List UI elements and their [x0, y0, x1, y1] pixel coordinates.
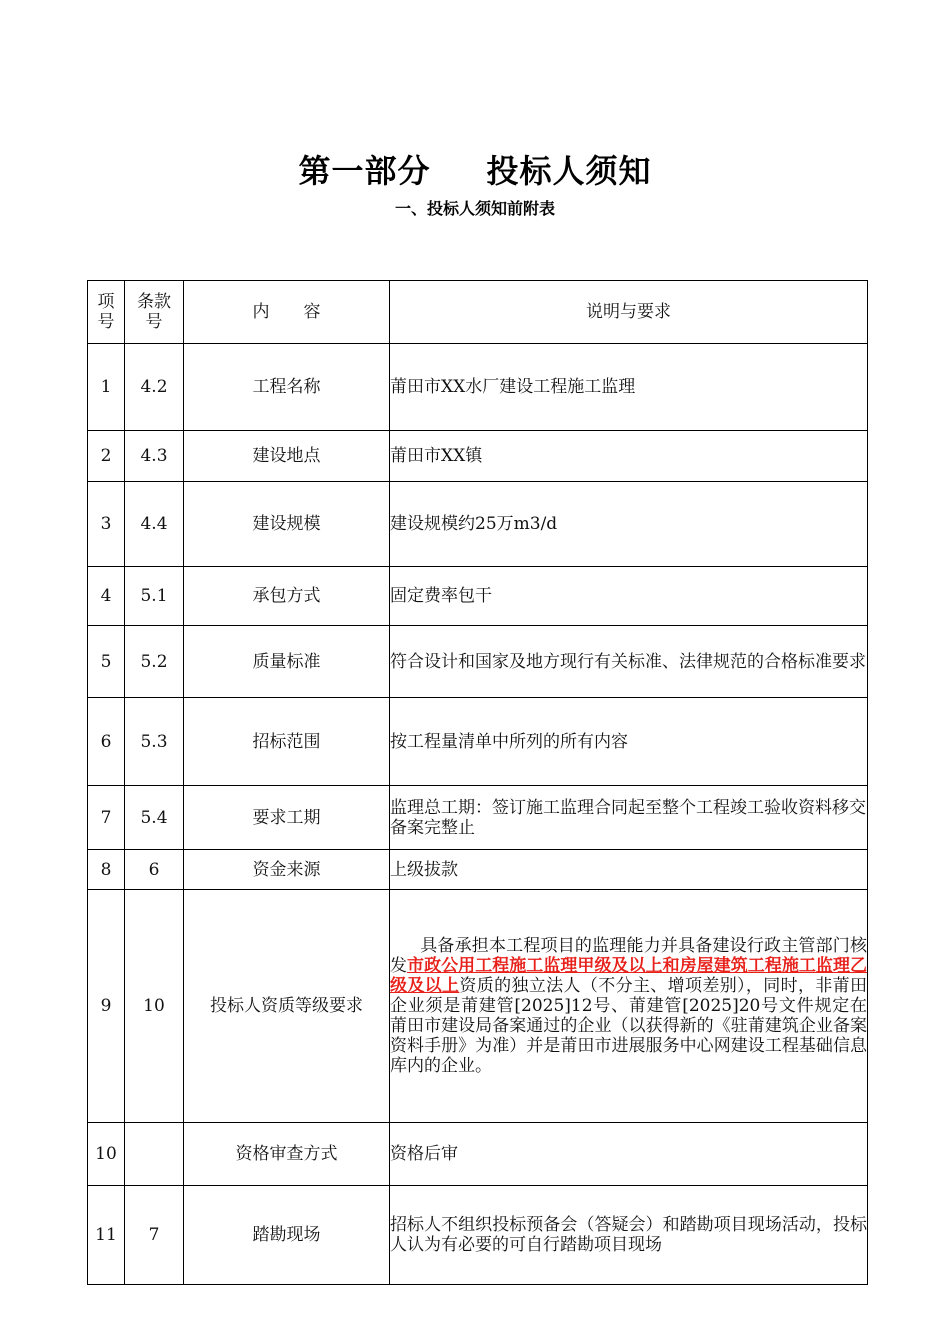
row-description: 上级拔款 — [390, 850, 868, 890]
row-description: 固定费率包干 — [390, 567, 868, 626]
row-description: 符合设计和国家及地方现行有关标准、法律规范的合格标准要求 — [390, 626, 868, 698]
row-clause: 5.4 — [125, 786, 184, 850]
row-clause: 7 — [125, 1186, 184, 1285]
table-row — [88, 1186, 868, 1285]
row-no: 4 — [88, 567, 125, 626]
qualification-highlight: 市政公用工程施工监理甲级及以上和房屋建筑工程施工监理乙级及以上 — [390, 956, 868, 996]
row-clause: 6 — [125, 850, 184, 890]
row-clause: 4.2 — [125, 344, 184, 431]
header-description: 说明与要求 — [390, 281, 868, 344]
table-row — [88, 1123, 868, 1186]
qualification-text-pre: 具备承担本工程项目的监理能力并具备建设行政主管部门核发 — [390, 936, 867, 976]
header-item-no-line1: 项 — [97, 292, 115, 312]
row-clause: 5.3 — [125, 698, 184, 786]
title-name: 投标人须知 — [486, 152, 652, 190]
row-no: 10 — [88, 1123, 125, 1186]
row-clause: 4.4 — [125, 482, 184, 567]
row-content: 承包方式 — [184, 567, 390, 626]
table-row — [88, 482, 868, 567]
row-no: 3 — [88, 482, 125, 567]
row-content: 建设规模 — [184, 482, 390, 567]
title-part: 第一部分 — [298, 152, 431, 190]
row-clause: 5.1 — [125, 567, 184, 626]
table-row — [88, 567, 868, 626]
header-item-no — [88, 281, 125, 344]
row-description: 招标人不组织投标预备会（答疑会）和踏勘项目现场活动，投标人认为有必要的可自行踏勘项目现场 — [390, 1186, 868, 1285]
row-no: 11 — [88, 1186, 125, 1285]
row-description: 莆田市XX镇 — [390, 431, 868, 482]
row-clause — [125, 1123, 184, 1186]
header-item-no-line2: 号 — [97, 312, 115, 332]
row-content: 招标范围 — [184, 698, 390, 786]
row-no: 1 — [88, 344, 125, 431]
row-description: 监理总工期：签订施工监理合同起至整个工程竣工验收资料移交备案完整止 — [390, 786, 868, 850]
row-content: 资格审查方式 — [184, 1123, 390, 1186]
row-content: 投标人资质等级要求 — [184, 890, 390, 1123]
row-description: 资格后审 — [390, 1123, 868, 1186]
row-clause: 5.2 — [125, 626, 184, 698]
row-no: 2 — [88, 431, 125, 482]
table-row — [88, 344, 868, 431]
table-row — [88, 698, 868, 786]
row-clause: 4.3 — [125, 431, 184, 482]
row-description: 建设规模约25万m3/d — [390, 482, 868, 567]
row-no: 7 — [88, 786, 125, 850]
bidder-instructions-table — [87, 280, 868, 1285]
row-description-qualification — [390, 890, 868, 1123]
header-clause-no-line1: 条款 — [137, 292, 171, 312]
row-content: 工程名称 — [184, 344, 390, 431]
qualification-text-post: 资质的独立法人（不分主、增项差别），同时，非莆田企业须是莆建管[2025]12号、莆建管[2025]20号文件规定在莆田市建设局备案通过的企业（以获得新的《驻莆建筑企业备案资料手册》为准）并是莆田市进展服务中心网建设工程基础信息库内的企业。 — [390, 976, 868, 1076]
row-content: 建设地点 — [184, 431, 390, 482]
table-row — [88, 626, 868, 698]
header-clause-no — [125, 281, 184, 344]
row-description: 按工程量清单中所列的所有内容 — [390, 698, 868, 786]
section-subtitle: 一、投标人须知前附表 — [394, 199, 555, 218]
row-content: 质量标准 — [184, 626, 390, 698]
row-no: 8 — [88, 850, 125, 890]
row-no: 9 — [88, 890, 125, 1123]
table-header-row — [88, 281, 868, 344]
row-description: 莆田市XX水厂建设工程施工监理 — [390, 344, 868, 431]
row-clause: 10 — [125, 890, 184, 1123]
table-row — [88, 850, 868, 890]
row-content: 资金来源 — [184, 850, 390, 890]
row-content: 要求工期 — [184, 786, 390, 850]
header-content: 内 容 — [184, 281, 390, 344]
page-title — [0, 146, 950, 192]
row-no: 5 — [88, 626, 125, 698]
table-row — [88, 786, 868, 850]
table-row — [88, 431, 868, 482]
row-no: 6 — [88, 698, 125, 786]
table-row — [88, 890, 868, 1123]
header-clause-no-line2: 号 — [145, 312, 163, 332]
row-content: 踏勘现场 — [184, 1186, 390, 1285]
